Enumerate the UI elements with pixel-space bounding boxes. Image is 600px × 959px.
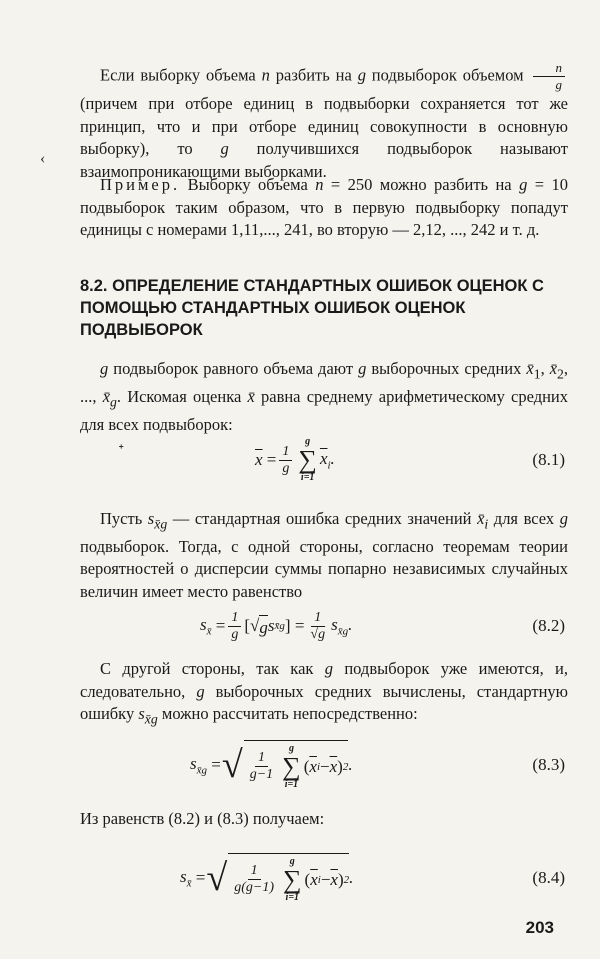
page-number: 203: [525, 918, 554, 937]
paragraph-direct-calculation: С другой стороны, так как g подвыборок уже имеются, и, следовательно, g выборочных средних вычислены, стандартную ошибку $s_{x̄g}$ можно рассчитать непосредственно:: [80, 659, 569, 727]
equation-number: (8.1): [532, 450, 565, 469]
paragraph-subsample-means: g подвыборок равного объема дают g выборочных средних $x̄_1$, $x̄_2$, ..., $x̄_g$. Искомая оценка x̄ равна среднему арифметическому средних для всех подвыборок:: [80, 359, 569, 434]
equation-8-1: [80, 430, 565, 490]
equation-8-4: [80, 848, 565, 908]
margin-mark: ‹: [40, 150, 46, 167]
equation-number: (8.3): [532, 755, 565, 774]
equation-number: (8.4): [532, 868, 565, 887]
formula-se-relation: $s_{x̄}$ = $\frac{1}{g}$ [ √ g s x̄g ] = $\frac{1}{√g}$ $s_{x̄g}$.: [200, 609, 353, 642]
paragraph-from-equalities: Из равенств (8.2) и (8.3) получаем:: [80, 809, 325, 828]
equation-number: (8.2): [532, 616, 565, 635]
paragraph-example: Пример. Выборку объема n = 250 можно разбить на g = 10 подвыборок таким образом, что в первую подвыборку попадут единицы с номерами 1,11,..., 241, во вторую — 2,12, ..., 242 и т. д.: [80, 175, 568, 239]
formula-se-direct: $s_{x̄g}$ = √ $\frac{1}{g-1}$ g ∑ i=1 ( $\overline{x}$ i − $\overline{x}$ ) 2 .: [190, 735, 353, 795]
paragraph-interpenetrating-samples: Если выборку объема n разбить на g подвыборок объемом $\frac{n}{g}$ (причем при отборе единиц в подвыборки сохраняется тот же принцип, что и при отборе единиц совокупности в основную выборку), то g получившихся подвыборок называют взаимопроникающими выборками.: [80, 60, 568, 181]
formula-mean: $\overline{x}$ = $\frac{1}{g}$ g ∑ i=1 $\overline{x}_i$.: [255, 436, 335, 483]
margin-mark: ᐩ: [118, 442, 125, 459]
equation-8-3: [80, 735, 565, 795]
equation-8-2: [80, 596, 565, 656]
formula-se-final: $s_{x̄}$ = √ $\frac{1}{g(g-1)}$ g ∑ i=1 ( $\overline{x}$ i − $\overline{x}$ ) 2 .: [180, 848, 353, 908]
paragraph-standard-error: Пусть $s_{x̄g}$ — стандартная ошибка средних значений $x̄_i$ для всех g подвыборок. Тогда, с одной стороны, согласно теоремам теории вероятностей о дисперсии суммы попарно независимых случайных величин имеет место равенство: [80, 509, 568, 601]
section-heading: 8.2. ОПРЕДЕЛЕНИЕ СТАНДАРТНЫХ ОШИБОК ОЦЕНОК С ПОМОЩЬЮ СТАНДАРТНЫХ ОШИБОК ОЦЕНОК ПОДВЫБОРОК: [80, 277, 544, 339]
